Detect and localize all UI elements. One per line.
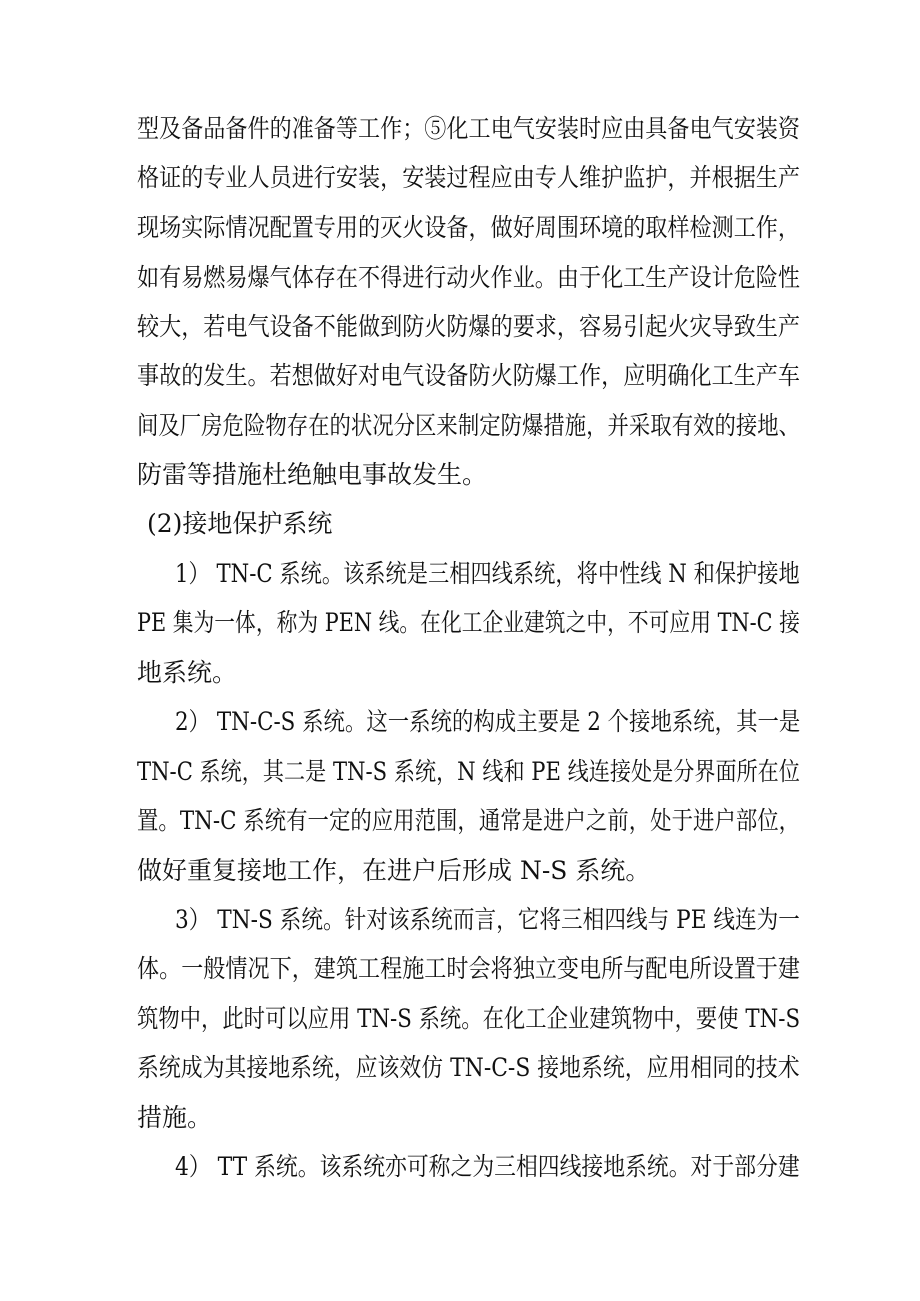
line-text: 2） TN-C-S 系统。这一系统的构成主要是 2 个接地系统，其一是 — [175, 707, 801, 736]
line-text: 3） TN-S 系统。针对该系统而言，它将三相四线与 PE 线连为一 — [175, 905, 800, 934]
text-line — [0, 651, 920, 695]
line-text: 体。一般情况下，建筑工程施工时会将独立变电所与配电所设置于建 — [137, 954, 801, 983]
line-text: 1） TN-C 系统。该系统是三相四线系统，将中性线 N 和保护接地 — [175, 559, 800, 588]
text-line — [0, 750, 920, 794]
line-text: 间及厂房危险物存在的状况分区来制定防爆措施，并采取有效的接地、 — [137, 411, 801, 440]
text-line — [0, 1046, 920, 1090]
line-text: 现场实际情况配置专用的灭火设备，做好周围环境的取样检测工作， — [137, 213, 801, 242]
text-line — [0, 354, 920, 398]
line-text: 如有易燃易爆气体存在不得进行动火作业。由于化工生产设计危险性 — [137, 263, 801, 292]
text-line — [0, 799, 920, 843]
text-line — [0, 997, 920, 1041]
line-text: 防雷等措施杜绝触电事故发生。 — [137, 460, 488, 489]
text-line — [0, 206, 920, 250]
text-line — [0, 256, 920, 300]
text-line — [0, 305, 920, 349]
line-text: 格证的专业人员进行安装，安装过程应由专人维护监护，并根据生产 — [137, 163, 801, 192]
text-line — [0, 849, 920, 893]
line-text: 系统成为其接地系统，应该效仿 TN-C-S 接地系统，应用相同的技术 — [137, 1053, 800, 1082]
text-line — [0, 898, 920, 942]
text-line — [0, 947, 920, 991]
text-line — [0, 552, 920, 596]
text-line — [0, 404, 920, 448]
line-text: 做好重复接地工作，在进户后形成 N-S 系统。 — [137, 856, 651, 885]
line-text: 筑物中，此时可以应用 TN-S 系统。在化工企业建筑物中，要使 TN-S — [137, 1004, 801, 1033]
line-text: 型及备品备件的准备等工作；⑤化工电气安装时应由具备电气安装资 — [137, 114, 801, 143]
text-line — [0, 453, 920, 497]
text-line — [0, 156, 920, 200]
line-text: TN-C 系统，其二是 TN-S 系统，N 线和 PE 线连接处是分界面所在位 — [137, 757, 800, 786]
line-text: 地系统。 — [137, 658, 238, 687]
line-text: PE 集为一体，称为 PEN 线。在化工企业建筑之中，不可应用 TN-C 接 — [137, 608, 800, 637]
text-line — [0, 601, 920, 645]
line-text: 4） TT 系统。该系统亦可称之为三相四线接地系统。对于部分建 — [175, 1152, 800, 1181]
line-text: 措施。 — [137, 1103, 213, 1132]
section-heading-text: (2)接地保护系统 — [147, 509, 333, 538]
text-line — [0, 700, 920, 744]
line-text: 较大，若电气设备不能做到防火防爆的要求，容易引起火灾导致生产 — [137, 312, 801, 341]
text-line — [0, 1145, 920, 1189]
line-text: 事故的发生。若想做好对电气设备防火防爆工作，应明确化工生产车 — [137, 361, 801, 390]
line-text: 置。TN-C 系统有一定的应用范围，通常是进户之前，处于进户部位， — [137, 806, 801, 835]
text-line — [0, 1096, 920, 1140]
text-line — [0, 107, 920, 151]
section-heading — [0, 502, 920, 546]
